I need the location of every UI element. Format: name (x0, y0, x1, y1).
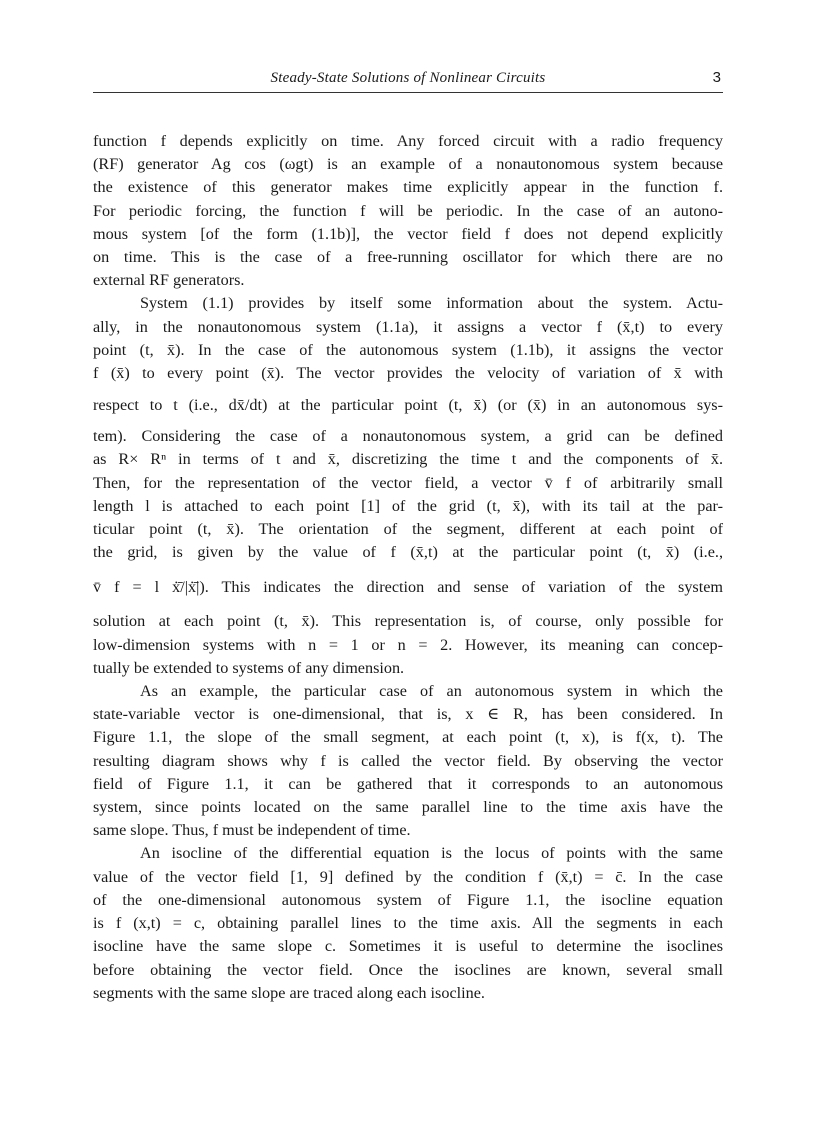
page-number: 3 (712, 69, 721, 86)
text-line: resulting diagram shows why f is called the vector field. By observing the vector (93, 751, 723, 770)
text-line: the grid, is given by the value of f (x̄,t) at the particular point (t, x̄) (i.e., (93, 543, 723, 562)
text-line: ally, in the nonautonomous system (1.1a), it assigns a vector f (x̄,t) to every (93, 317, 723, 336)
text-line: state-variable vector is one-dimensional, that is, x ∈ R, has been considered. In (93, 705, 723, 724)
text-lines (93, 130, 723, 1005)
text-line: tem). Considering the case of a nonautonomous system, a grid can be defined (93, 427, 723, 446)
text-line: system, since points located on the same parallel line to the time axis have the (93, 798, 723, 817)
text-line: System (1.1) provides by itself some information about the system. Actu- (140, 294, 723, 313)
text-line: function f depends explicitly on time. Any forced circuit with a radio frequency (93, 132, 723, 150)
text-line: before obtaining the vector field. Once the isoclines are known, several small (93, 960, 723, 979)
text-line: same slope. Thus, f must be independent of time. (93, 821, 411, 840)
text-line: field of Figure 1.1, it can be gathered that it corresponds to an autonomous (93, 774, 723, 793)
body-text (93, 130, 723, 1005)
text-line: is f (x,t) = c, obtaining parallel lines to the time axis. All the segments in each (93, 914, 723, 933)
text-line: of the one-dimensional autonomous system of Figure 1.1, the isocline equation (93, 890, 723, 909)
text-line: As an example, the particular case of an autonomous system in which the (140, 682, 723, 701)
text-line: v̄ f = l ẋ̄/|ẋ̄|). This indicates the direction and sense of variation of the system (93, 578, 723, 597)
text-line: isocline have the same slope c. Sometimes it is useful to determine the isoclines (93, 937, 723, 956)
text-line: tually be extended to systems of any dimension. (93, 658, 405, 677)
text-line: Then, for the representation of the vector field, a vector v̄ f of arbitrarily small (93, 473, 723, 492)
text-line: (RF) generator Ag cos (ωgt) is an example of a nonautonomous system because (93, 155, 723, 174)
text-line: solution at each point (t, x̄). This representation is, of course, only possible for (93, 612, 723, 631)
text-line: ticular point (t, x̄). The orientation of the segment, different at each point of (93, 520, 723, 539)
running-head (93, 66, 723, 93)
text-line: on time. This is the case of a free-running oscillator for which there are no (93, 248, 723, 267)
text-line: f (x̄) to every point (x̄). The vector provides the velocity of variation of x̄ with (93, 364, 723, 383)
text-line: length l is attached to each point [1] of the grid (t, x̄), with its tail at the par- (93, 496, 723, 515)
text-line: respect to t (i.e., dx̄/dt) at the particular point (t, x̄) (or (x̄) in an autonomous sys- (93, 396, 723, 415)
text-line: point (t, x̄). In the case of the autonomous system (1.1b), it assigns the vector (93, 340, 723, 359)
running-head-title: Steady-State Solutions of Nonlinear Circuits (270, 70, 546, 86)
text-line: An isocline of the differential equation is the locus of points with the same (140, 844, 723, 863)
text-line: segments with the same slope are traced along each isocline. (93, 983, 485, 1002)
text-line: For periodic forcing, the function f will be periodic. In the case of an autono- (93, 201, 723, 220)
text-line: value of the vector field [1, 9] defined by the condition f (x̄,t) = c̄. In the case (93, 867, 723, 886)
text-line: the existence of this generator makes time explicitly appear in the function f. (93, 178, 723, 197)
text-line: low-dimension systems with n = 1 or n = 2. However, its meaning can concep- (93, 635, 723, 654)
text-line: external RF generators. (93, 271, 245, 290)
text-line: Figure 1.1, the slope of the small segment, at each point (t, x), is f(x, t). The (93, 728, 723, 747)
text-line: mous system [of the form (1.1b)], the vector field f does not depend explicitly (93, 224, 723, 243)
text-line: as R× Rⁿ in terms of t and x̄, discretizing the time t and the components of x̄. (93, 450, 723, 469)
